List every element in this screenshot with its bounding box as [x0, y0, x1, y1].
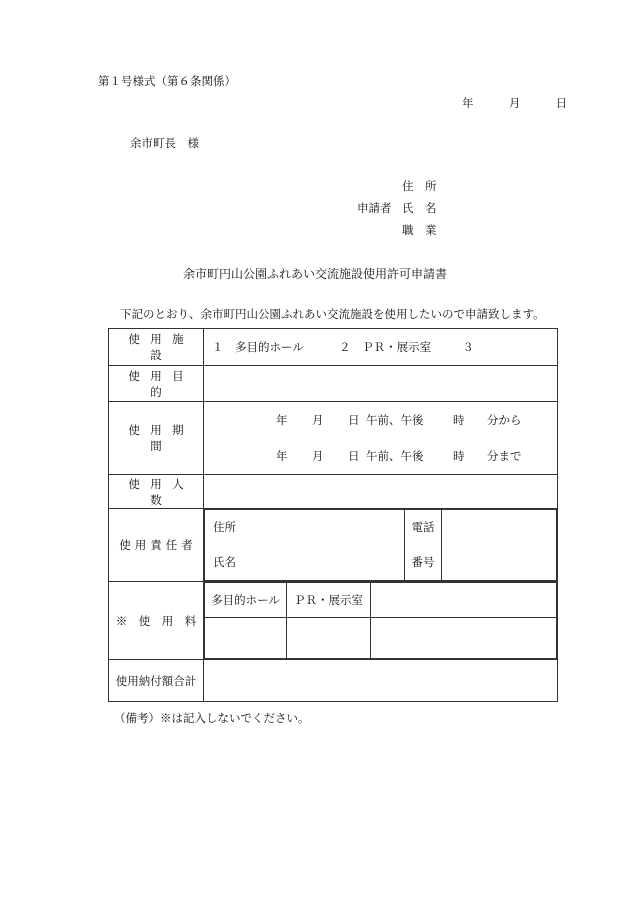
period-end-ampm: 午前、午後 [366, 449, 424, 463]
fee-col-other [371, 583, 557, 618]
period-start [204, 402, 557, 438]
application-table [108, 328, 558, 702]
facility-option-pr: ２ ＰＲ・展示室 [339, 340, 432, 354]
people-label: 使用人数 [109, 475, 204, 509]
facility-option-other: ３ [462, 340, 474, 354]
period-field[interactable] [204, 402, 558, 475]
date-year: 年 [462, 96, 474, 110]
period-label: 使用期間 [109, 402, 204, 475]
responsible-field [204, 509, 558, 582]
purpose-field[interactable] [204, 366, 558, 402]
phone-label-1: 電話 [411, 520, 435, 534]
date-day: 日 [555, 96, 568, 110]
application-date [462, 95, 567, 111]
applicant-field-address: 住 所 [402, 179, 437, 193]
fee-label: ※ 使 用 料 [109, 582, 204, 660]
fee-other-value[interactable] [371, 618, 557, 659]
notes: （備考）※は記入しないでください。 [114, 711, 310, 725]
facility-option-hall: １ 多目的ホール [212, 340, 304, 354]
phone-label-2: 番号 [411, 555, 435, 569]
facility-options[interactable] [204, 329, 558, 366]
period-end-minute: 分まで [487, 449, 522, 463]
total-label: 使用納付額合計 [109, 660, 204, 702]
responsible-address-label: 住所 [213, 520, 236, 534]
purpose-label: 使用目的 [109, 366, 204, 402]
period-start-year: 年 [276, 413, 288, 427]
period-start-minute: 分から [487, 413, 522, 427]
responsible-name-label: 氏名 [213, 555, 236, 569]
responsible-address-cell[interactable] [205, 510, 405, 581]
applicant-field-name: 氏 名 [402, 201, 437, 215]
addressee: 余市町長 様 [130, 136, 199, 150]
period-start-month: 月 [312, 413, 324, 427]
period-start-hour: 時 [453, 413, 465, 427]
applicant-field-occupation: 職 業 [402, 223, 437, 237]
fee-field [204, 582, 558, 660]
period-end [204, 438, 557, 474]
responsible-label: 使用責任者 [109, 509, 204, 582]
period-end-day: 日 [348, 449, 360, 463]
people-field[interactable] [204, 475, 558, 509]
fee-col-pr: ＰＲ・展示室 [287, 583, 371, 618]
fee-hall-value[interactable] [205, 618, 287, 659]
total-field[interactable] [204, 660, 558, 702]
period-end-year: 年 [276, 449, 288, 463]
facility-label: 使用施設 [109, 329, 204, 366]
date-month: 月 [508, 96, 521, 110]
phone-field[interactable] [442, 510, 557, 581]
applicant-label: 申請者 [357, 201, 392, 215]
period-end-hour: 時 [453, 449, 465, 463]
period-end-month: 月 [312, 449, 324, 463]
period-start-ampm: 午前、午後 [366, 413, 424, 427]
period-start-day: 日 [348, 413, 360, 427]
phone-label-cell [405, 510, 442, 581]
intro-text: 下記のとおり、余市町円山公園ふれあい交流施設を使用したいので申請致します。 [120, 307, 545, 321]
fee-col-hall: 多目的ホール [205, 583, 287, 618]
document-title: 余市町円山公園ふれあい交流施設使用許可申請書 [182, 267, 447, 281]
fee-pr-value[interactable] [287, 618, 371, 659]
form-number: 第１号様式（第６条関係） [98, 74, 236, 88]
